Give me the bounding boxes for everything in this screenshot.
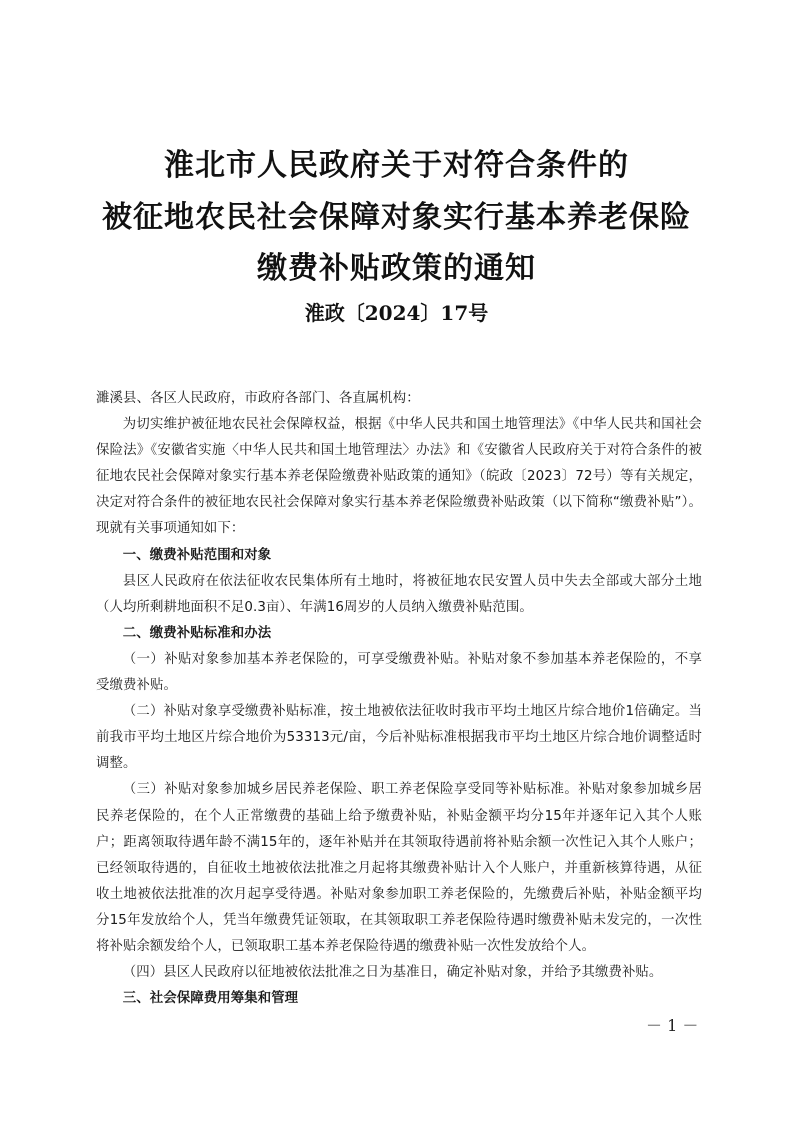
section-2-heading: 二、缴费补贴标准和办法 [122, 625, 272, 641]
section-2-paragraph-4: （四）县区人民政府以征地被依法批准之日为基准日，确定补贴对象，并给予其缴费补贴。 [122, 965, 663, 981]
document-title-line-1: 淮北市人民政府关于对符合条件的 [164, 148, 629, 183]
section-1-paragraph-1: 县区人民政府在依法征收农民集体所有土地时，将被征地农民安置人员中失去全部或大部分土地（人均所剩耕地面积不足0.3亩）、年满16周岁的人员纳入缴费补贴范围。 [96, 573, 702, 615]
section-2-paragraph-3: （三）补贴对象参加城乡居民养老保险、职工养老保险享受同等补贴标准。补贴对象参加城乡居民养老保险的，在个人正常缴费的基础上给予缴费补贴，补贴金额平均分15年并逐年记入其个人账户；距离领取待遇年龄不满15年的，逐年补贴并在其领取待遇前将补贴余额一次性记入其个人账户；已经领取待遇的，自征收土地被依法批准之月起将其缴费补贴计入个人账户，并重新核算待遇，从征收土地被依法批准的次月起享受待遇。补贴对象参加职工养老保险的，先缴费后补贴，补贴金额平均分15年发放给个人，凭当年缴费凭证领取，在其领取职工养老保险待遇时缴费补贴未发完的，一次性将补贴余额发给个人，已领取职工基本养老保险待遇的缴费补贴一次性发放给个人。 [96, 782, 702, 954]
document-title-line-3: 缴费补贴政策的通知 [257, 251, 536, 286]
addressee: 濉溪县、各区人民政府，市政府各部门、各直属机构： [96, 391, 420, 406]
document-number: 淮政〔2024〕17号 [304, 301, 489, 325]
page-number: － 1 － [646, 1016, 699, 1035]
intro-paragraph: 为切实维护被征地农民社会保障权益，根据《中华人民共和国土地管理法》《中华人民共和国社会保险法》《安徽省实施〈中华人民共和国土地管理法〉办法》和《安徽省人民政府关于对符合条件的被征地农民社会保障对象实行基本养老保险缴费补贴政策的通知》（皖政〔2023〕72号）等有关规定，决定对符合条件的被征地农民社会保障对象实行基本养老保险缴费补贴政策（以下简称“缴费补贴”）。现就有关事项通知如下： [96, 417, 702, 537]
document-body [96, 386, 702, 1012]
document-title-line-2: 被征地农民社会保障对象实行基本养老保险 [102, 200, 691, 235]
section-2-paragraph-2: （二）补贴对象享受缴费补贴标准，按土地被依法征收时我市平均土地区片综合地价1倍确定。当前我市平均土地区片综合地价为53313元/亩，今后补贴标准根据我市平均土地区片综合地价调整适时调整。 [96, 704, 702, 772]
section-2-paragraph-1: （一）补贴对象参加基本养老保险的，可享受缴费补贴。补贴对象不参加基本养老保险的，不享受缴费补贴。 [96, 651, 702, 694]
section-1-heading: 一、缴费补贴范围和对象 [122, 547, 272, 563]
section-3-heading: 三、社会保障费用筹集和管理 [122, 991, 299, 1007]
